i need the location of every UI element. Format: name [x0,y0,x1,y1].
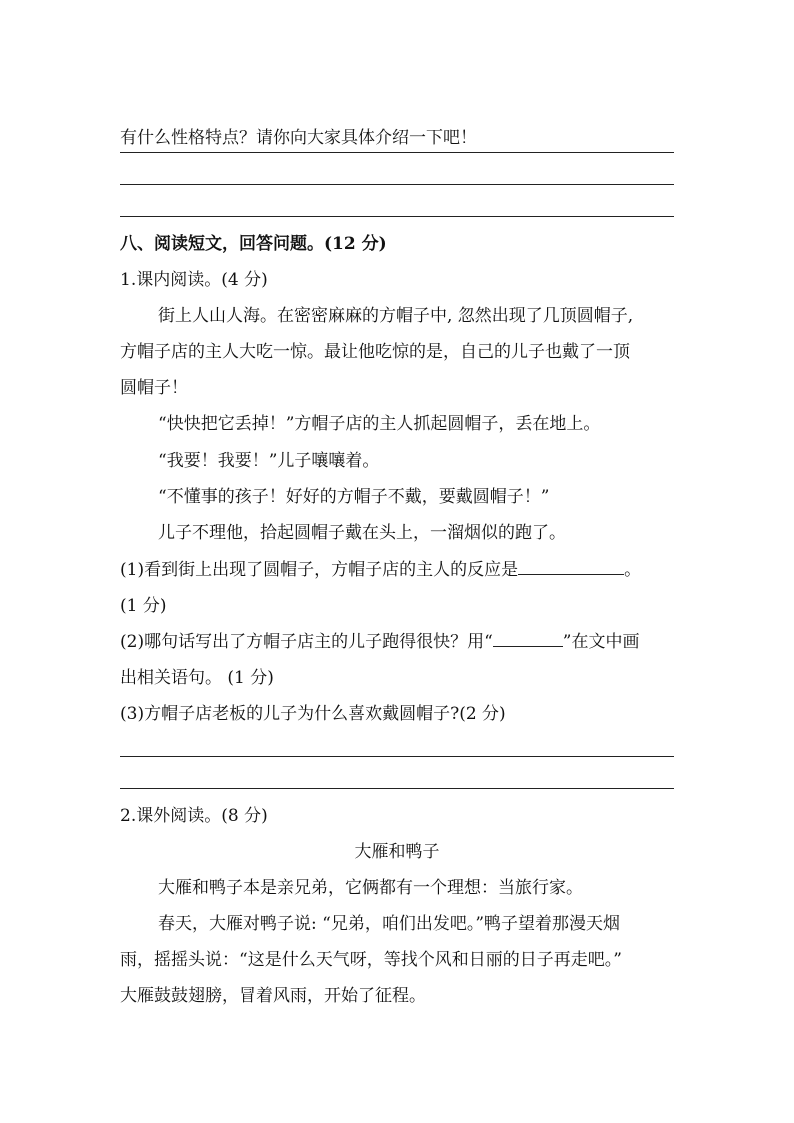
answer-line [120,152,674,153]
question-2-cont: 出相关语句。 (1 分) [120,668,274,688]
passage-line: 街上人山人海。在密密麻麻的方帽子中, 忽然出现了几顶圆帽子, [158,306,634,326]
passage-line: “我要！我要！”儿子嚷嚷着。 [158,451,380,471]
underline-mark [493,630,563,647]
answer-line [120,184,674,185]
section-heading: 八、阅读短文，回答问题。(12 分) [120,234,387,254]
answer-line [120,788,674,789]
answer-line [120,216,674,217]
part2-title: 2.课外阅读。(8 分) [120,806,268,826]
question-1-score: (1 分) [120,596,167,616]
question-2-text-b: ”在文中画 [562,632,640,652]
answer-blank[interactable] [518,558,624,575]
passage-line: “不懂事的孩子！好好的方帽子不戴，要戴圆帽子！” [158,487,550,507]
answer-line [120,756,674,757]
part1-title: 1.课内阅读。(4 分) [120,270,268,290]
passage-line: 春天，大雁对鸭子说: “兄弟，咱们出发吧。”鸭子望着那漫天烟 [158,914,621,934]
intro-line: 有什么性格特点？请你向大家具体介绍一下吧！ [120,128,477,148]
passage-line: 方帽子店的主人大吃一惊。最让他吃惊的是，自己的儿子也戴了一顶 [120,342,630,362]
question-3: (3)方帽子店老板的儿子为什么喜欢戴圆帽子?(2 分) [120,704,506,724]
passage-line: 大雁鼓鼓翅膀，冒着风雨，开始了征程。 [120,986,426,1006]
story-title: 大雁和鸭子 [354,842,440,862]
passage-line: 圆帽子！ [120,378,188,398]
passage-line: 儿子不理他，拾起圆帽子戴在头上，一溜烟似的跑了。 [158,523,566,543]
passage-line: 雨，摇摇头说：“这是什么天气呀，等找个风和日丽的日子再走吧。” [120,950,622,970]
question-1 [120,558,641,582]
passage-line: “快快把它丢掉！”方帽子店的主人抓起圆帽子，丢在地上。 [158,414,601,434]
question-1-end: 。 [624,560,642,580]
passage-line: 大雁和鸭子本是亲兄弟，它俩都有一个理想：当旅行家。 [158,878,583,898]
question-1-text: (1)看到街上出现了圆帽子，方帽子店的主人的反应是 [120,560,519,580]
question-2 [120,630,639,654]
question-2-text-a: (2)哪句话写出了方帽子店主的儿子跑得很快？用“ [120,632,493,652]
